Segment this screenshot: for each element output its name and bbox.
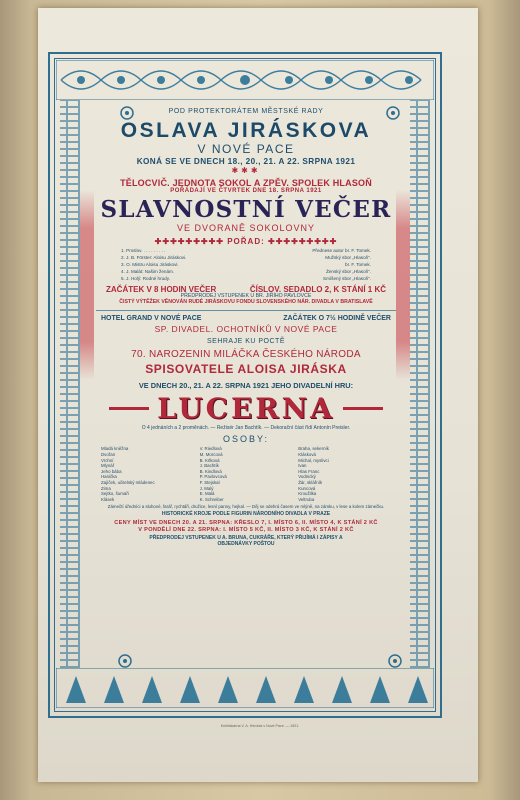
play-presale: PŘEDPRODEJ VSTUPENEK U A. BRUNA, CUKRÁŘE, KTERÝ PŘIJÍMÁ I ZÁPISY A OBJEDNÁVKY POŠTOU bbox=[149, 535, 343, 547]
list-item: 5. J. Holý: Rodné hrudy. Smíšený sbor „Hlasoň“. bbox=[121, 275, 371, 281]
red-band-right bbox=[396, 190, 410, 380]
evening-presale: PŘEDPRODEJ VSTUPENEK U BR. JIŘÍHO PAVLOVCE bbox=[180, 292, 312, 299]
flower-ornament-icon bbox=[110, 652, 140, 670]
red-band-left bbox=[80, 190, 94, 380]
play-prices-2: V PONDĚLÍ DNE 22. SRPNA: I. MÍSTO 5 KČ, II. MÍSTO 3 KČ, K STÁNÍ 2 KČ bbox=[138, 526, 354, 533]
celebration-dates: KONÁ SE VE DNECH 18., 20., 21. A 22. SRPNA 1921 bbox=[136, 156, 356, 166]
ornament-band-bottom bbox=[56, 668, 434, 708]
list-item: 1. Proslov. . . . . . . . . . Přednese autor br. F. Tomek. bbox=[121, 247, 371, 253]
border-pattern-right bbox=[410, 100, 430, 668]
border-pattern-left bbox=[60, 100, 80, 668]
ornament-band-top bbox=[56, 60, 434, 100]
play-title-row bbox=[96, 392, 396, 425]
cast-column-actors: V. Riedlová M. Morcová B. Krlková J. Bachtík B. Kindlová P. Pavlovcová F. Stejskal J. Malý E. Malá K. Schreiber bbox=[199, 446, 227, 502]
evening-start: ZAČÁTEK V 8 HODIN VEČER bbox=[106, 284, 217, 294]
play-venue-row bbox=[101, 315, 391, 322]
play-hotel: HOTEL GRAND V NOVÉ PACE bbox=[101, 314, 202, 322]
protectorate-line: POD PROTEKTORÁTEM MĚSTSKÉ RADY bbox=[168, 108, 324, 115]
play-title: LUCERNA bbox=[157, 392, 335, 426]
play-costumes: HISTORICKÉ KROJE PODLE FIGURIN NÁRODNÍHO DIVADLA V PRAZE bbox=[161, 511, 331, 518]
play-dates: VE DNECH 20., 21. A 22. SRPNA 1921 JEHO DIVADELNÍ HRU: bbox=[138, 380, 354, 390]
title-rule-right bbox=[343, 407, 383, 410]
cast-list bbox=[101, 446, 391, 502]
cast-column-roles: Mladá kněžna Dvořan Vrchní Mlynář Jeho bába Hanička Zajíček, učitelský mládenec Zima Sejtko, šumaři Klásek bbox=[101, 446, 155, 502]
main-subtitle: V NOVÉ PACE bbox=[197, 142, 295, 157]
list-item: 3. O. Mistru Aloisu Jiráskovi. br. F. Tomek. bbox=[121, 261, 371, 267]
play-note: Zámečtí úředníci a sluhové, farář, rychtáři, družice, lesní panny, hejkal. — Děj se odehrá časem ve mlýně, na zámku, v lese a kolem zámečku. bbox=[107, 504, 385, 510]
cast-column-roles-2: Braha, sekerník Klásková Michal, myslivci Ivan Hlas Franc Vodnický Žár, sklářník Kuncová Kroužilka Veltruba bbox=[298, 446, 329, 502]
cast-heading: OSOBY: bbox=[222, 434, 269, 445]
evening-seats: ČÍSLOV. SEDADLO 2, K STÁNÍ 1 KČ bbox=[249, 284, 386, 294]
title-rule-left bbox=[109, 407, 149, 410]
divider bbox=[96, 310, 396, 311]
poster-content bbox=[96, 108, 396, 548]
printer-imprint: Knihtiskárna V. A. Herolda v Nové Pace. — 1921. bbox=[220, 724, 300, 728]
list-item: 2. J. B. Förster: Aloisu Jiráskovi. Mužský sbor „Hlasoň“. bbox=[121, 254, 371, 260]
evening-organizers: TĚLOCVIČ. JEDNOTA SOKOL A ZPĚV. SPOLEK HLASOŇ bbox=[120, 177, 372, 188]
play-line1: SEHRAJE KU POCTĚ bbox=[206, 337, 285, 345]
evening-proceeds: ČISTÝ VÝTĚŽEK VĚNOVÁN RUDÉ JIRÁSKOVU FONDU SLOVENSKÉHO NÁR. DIVADLA V BRATISLAVĚ bbox=[119, 298, 373, 305]
flower-ornament-icon bbox=[380, 652, 410, 670]
play-line3: SPISOVATELE ALOISA JIRÁSKA bbox=[145, 362, 347, 377]
program-heading: ✚✚✚✚✚✚✚✚✚ POŘAD: ✚✚✚✚✚✚✚✚✚ bbox=[154, 236, 338, 246]
evening-title: SLAVNOSTNÍ VEČER bbox=[100, 195, 392, 223]
star-divider: ✱✱✱ bbox=[231, 166, 261, 176]
evening-venue: VE DVORANĚ SOKOLOVNY bbox=[176, 223, 316, 234]
evening-organizers-sub: POŘÁDAJÍ VE ČTVRTEK DNE 18. SRPNA 1921 bbox=[170, 187, 322, 194]
play-start: ZAČÁTEK O 7½ HODINĚ VEČER bbox=[283, 314, 391, 322]
main-title: OSLAVA JIRÁSKOVA bbox=[120, 119, 372, 143]
play-prices-1: CENY MÍST VE DNECH 20. A 21. SRPNA: KŘESLO 7, I. MÍSTO 6, II. MÍSTO 4, K STÁNÍ 2 KČ bbox=[114, 520, 378, 527]
program-list bbox=[121, 248, 371, 283]
play-line2: 70. NAROZENIN MILÁČKA ČESKÉHO NÁRODA bbox=[131, 348, 361, 360]
play-credits: O 4 jednáních a 2 proměnách. — Režisér Jan Bachtík. — Dekorační část řídí Antonín Preisler. bbox=[141, 425, 351, 432]
list-item: 4. J. Malát: Našim ženám. Ženský sbor „Hlasoň“. bbox=[121, 268, 371, 274]
play-troupe: SP. DIVADEL. OCHOTNÍKŮ V NOVÉ PACE bbox=[154, 323, 338, 334]
